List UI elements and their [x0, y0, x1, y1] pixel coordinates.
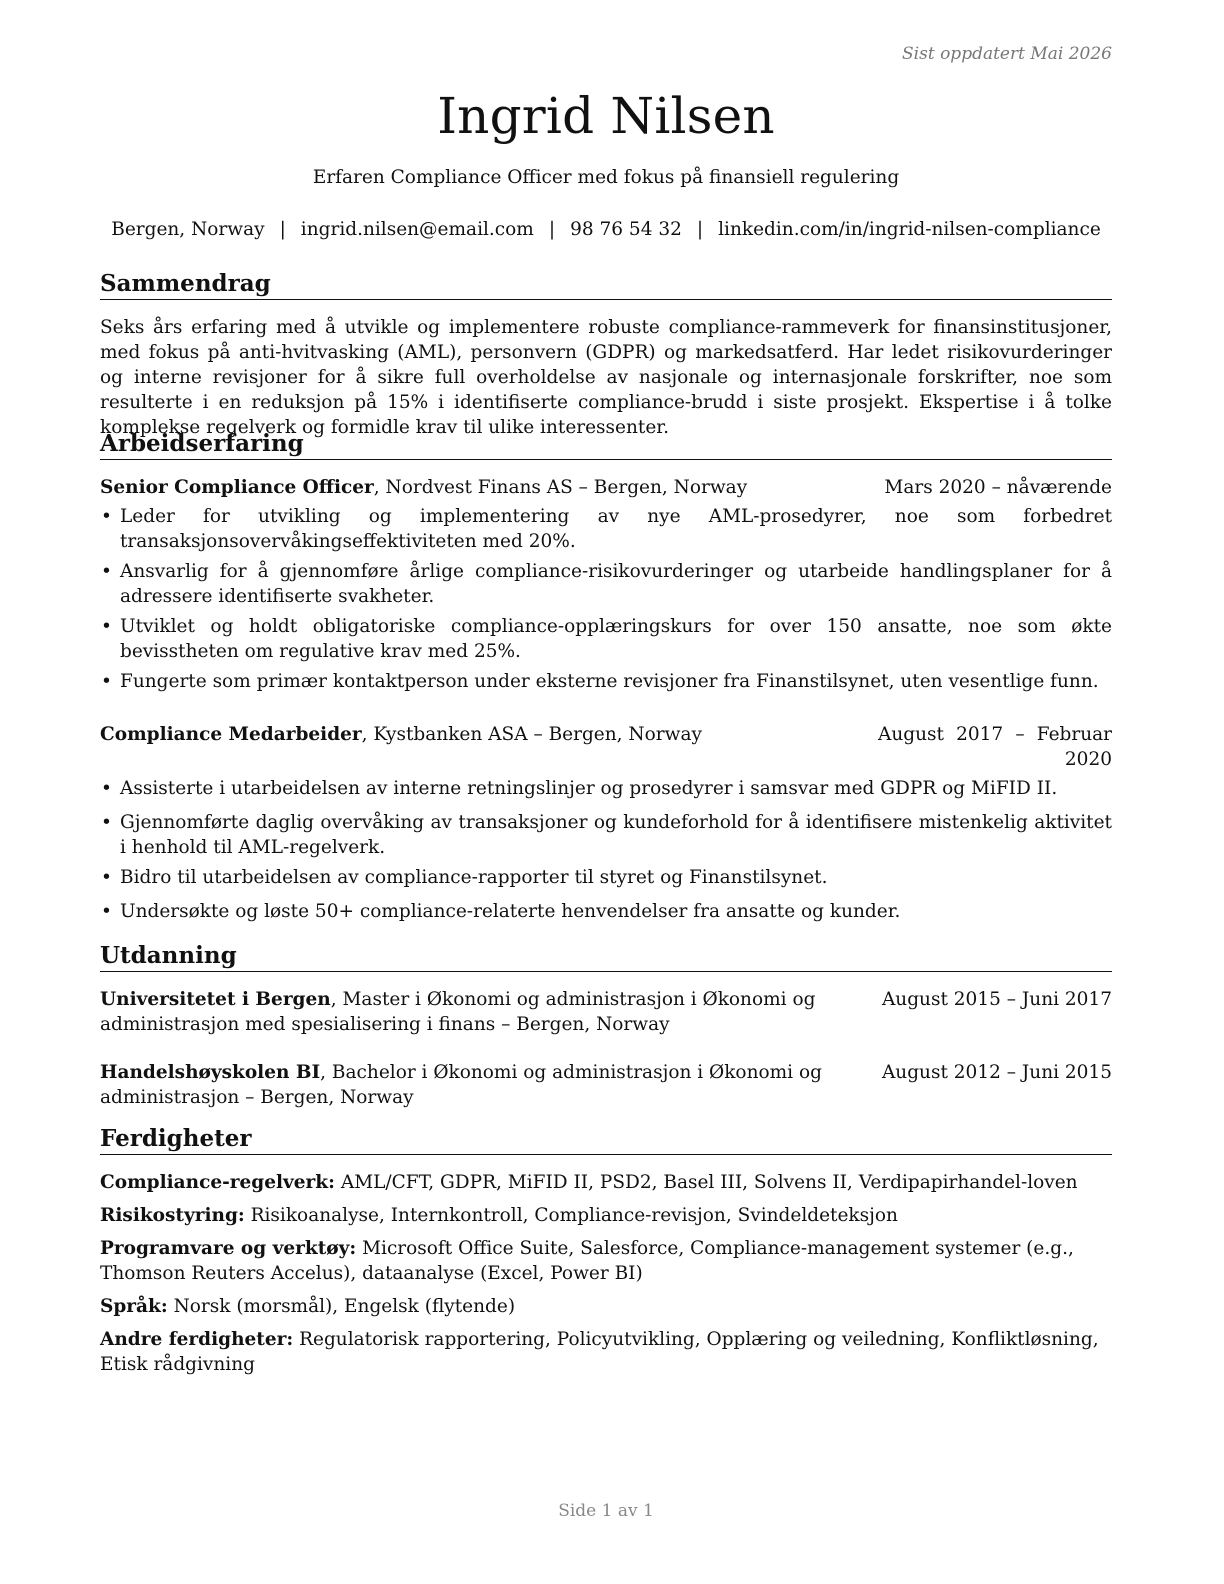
list-item: • Gjennomførte daglig overvåking av transaksjoner og kundeforhold for å identifisere mistenkelig aktivitet i henhold til AML-regelverk.	[101, 812, 1112, 858]
bullet-icon: •	[101, 778, 112, 799]
list-item: • Assisterte i utarbeidelsen av interne retningslinjer og prosedyrer i samsvar med GDPR og MiFID II.	[101, 778, 1058, 799]
contact-separator: |	[279, 219, 286, 240]
job-org: , Kystbanken ASA – Bergen, Norway	[361, 724, 702, 745]
tagline: Erfaren Compliance Officer med fokus på finansiell regulering	[312, 167, 900, 188]
summary-text: Seks års erfaring med å utvikle og implementere robuste compliance-rammeverk for finansinstitusjoner, med fokus på anti-hvitvasking (AML), personvern (GDPR) og markedsatferd. Har ledet risikovurderinger og interne revisjoner for å sikre full overholdelse av nasjonale og internasjonale forskrifter, noe som resulterte i en reduksjon på 15% i identifiserte compliance-brudd i siste prosjekt. Ekspertise i å tolke komplekse regelverk og formidle krav til ulike interessenter.	[100, 317, 1112, 438]
page-number: Side 1 av 1	[558, 1501, 654, 1521]
skill-label: Andre ferdigheter:	[100, 1329, 294, 1350]
section-title-skills: Ferdigheter	[100, 1125, 1112, 1155]
education-dates: August 2015 – Juni 2017	[881, 989, 1112, 1010]
bullet-icon: •	[101, 867, 112, 888]
list-item: • Leder for utvikling og implementering av nye AML-prosedyrer, noe som forbedret transaksjonsovervåkingseffektiviteten med 20%.	[101, 506, 1112, 552]
contact-linkedin[interactable]: linkedin.com/in/ingrid-nilsen-compliance	[718, 219, 1101, 240]
bullet-icon: •	[101, 506, 112, 527]
section-title-education: Utdanning	[100, 942, 1112, 972]
skill-value: Norsk (morsmål), Engelsk (flytende)	[167, 1296, 516, 1317]
education-entry	[100, 1060, 1112, 1110]
contact-separator: |	[548, 219, 556, 240]
bullet-icon: •	[101, 561, 112, 582]
experience-section	[100, 430, 1112, 924]
skill-row	[100, 1327, 1112, 1377]
education-section	[100, 942, 1112, 1110]
list-item: • Bidro til utarbeidelsen av compliance-rapporter til styret og Finanstilsynet.	[101, 867, 828, 888]
last-updated: Sist oppdatert Mai 2026	[902, 44, 1112, 64]
bullet-icon: •	[101, 901, 112, 922]
skill-value: AML/CFT, GDPR, MiFID II, PSD2, Basel III, Solvens II, Verdipapirhandel-loven	[334, 1172, 1078, 1193]
candidate-name: Ingrid Nilsen	[437, 87, 775, 145]
education-entry	[100, 987, 1112, 1037]
skill-label: Språk:	[100, 1296, 168, 1317]
contact-location: Bergen, Norway	[111, 219, 265, 240]
job-header	[100, 475, 1112, 500]
degree-detail: , Bachelor i Økonomi og administrasjon i Økonomi og administrasjon – Bergen, Norway	[100, 1062, 822, 1108]
skills-section	[100, 1125, 1112, 1377]
skill-row	[100, 1236, 1112, 1286]
skill-row	[100, 1203, 1112, 1228]
section-title-experience: Arbeidserfaring	[100, 430, 1112, 460]
list-item: • Utviklet og holdt obligatoriske compliance-opplæringskurs for over 150 ansatte, noe som økte bevisstheten om regulative krav med 25%.	[101, 616, 1112, 662]
summary-section	[100, 270, 1112, 440]
job-header	[100, 722, 1112, 772]
skill-row	[100, 1294, 1112, 1319]
skill-label: Programvare og verktøy:	[100, 1238, 357, 1259]
job-dates: Mars 2020 – nåværende	[884, 477, 1112, 498]
skill-row	[100, 1170, 1112, 1195]
degree-detail: , Master i Økonomi og administrasjon i Økonomi og administrasjon med spesialisering i finans – Bergen, Norway	[100, 989, 816, 1035]
job-bullets	[100, 776, 1112, 924]
list-item: • Undersøkte og løste 50+ compliance-relaterte henvendelser fra ansatte og kunder.	[101, 901, 901, 922]
list-item: • Fungerte som primær kontaktperson under eksterne revisjoner fra Finanstilsynet, uten vesentlige funn.	[101, 671, 1099, 692]
contact-email[interactable]: ingrid.nilsen@email.com	[300, 219, 534, 240]
skill-value: Microsoft Office Suite, Salesforce, Compliance-management systemer (e.g., Thomson Reuters Accelus), dataanalyse (Excel, Power BI)	[100, 1238, 1074, 1284]
education-dates: August 2012 – Juni 2015	[881, 1062, 1112, 1083]
skill-label: Compliance-regelverk:	[100, 1172, 335, 1193]
job-org: , Nordvest Finans AS – Bergen, Norway	[373, 477, 748, 498]
resume-page	[100, 0, 1112, 1584]
skill-value: Regulatorisk rapportering, Policyutvikling, Opplæring og veiledning, Konfliktløsning, Etisk rådgivning	[100, 1329, 1099, 1375]
job-entry	[100, 722, 1112, 924]
list-item: • Ansvarlig for å gjennomføre årlige compliance-risikovurderinger og utarbeide handlingsplaner for å adressere identifiserte svakheter.	[101, 561, 1112, 607]
job-dates: August 2017 – Februar 2020	[878, 724, 1112, 770]
job-entry	[100, 475, 1112, 694]
job-bullets	[100, 504, 1112, 694]
contact-phone: 98 76 54 32	[570, 219, 682, 240]
skill-label: Risikostyring:	[100, 1205, 245, 1226]
section-title-summary: Sammendrag	[100, 270, 1112, 300]
bullet-icon: •	[101, 812, 112, 833]
skill-value: Risikoanalyse, Internkontroll, Compliance-revisjon, Svindeldeteksjon	[244, 1205, 898, 1226]
school-name: Handelshøyskolen BI	[100, 1062, 321, 1083]
job-role: Senior Compliance Officer	[100, 477, 374, 498]
bullet-icon: •	[101, 671, 112, 692]
contact-separator: |	[696, 219, 704, 240]
job-role: Compliance Medarbeider	[100, 724, 362, 745]
contact-line	[100, 219, 1112, 240]
school-name: Universitetet i Bergen	[100, 989, 331, 1010]
bullet-icon: •	[101, 616, 112, 637]
